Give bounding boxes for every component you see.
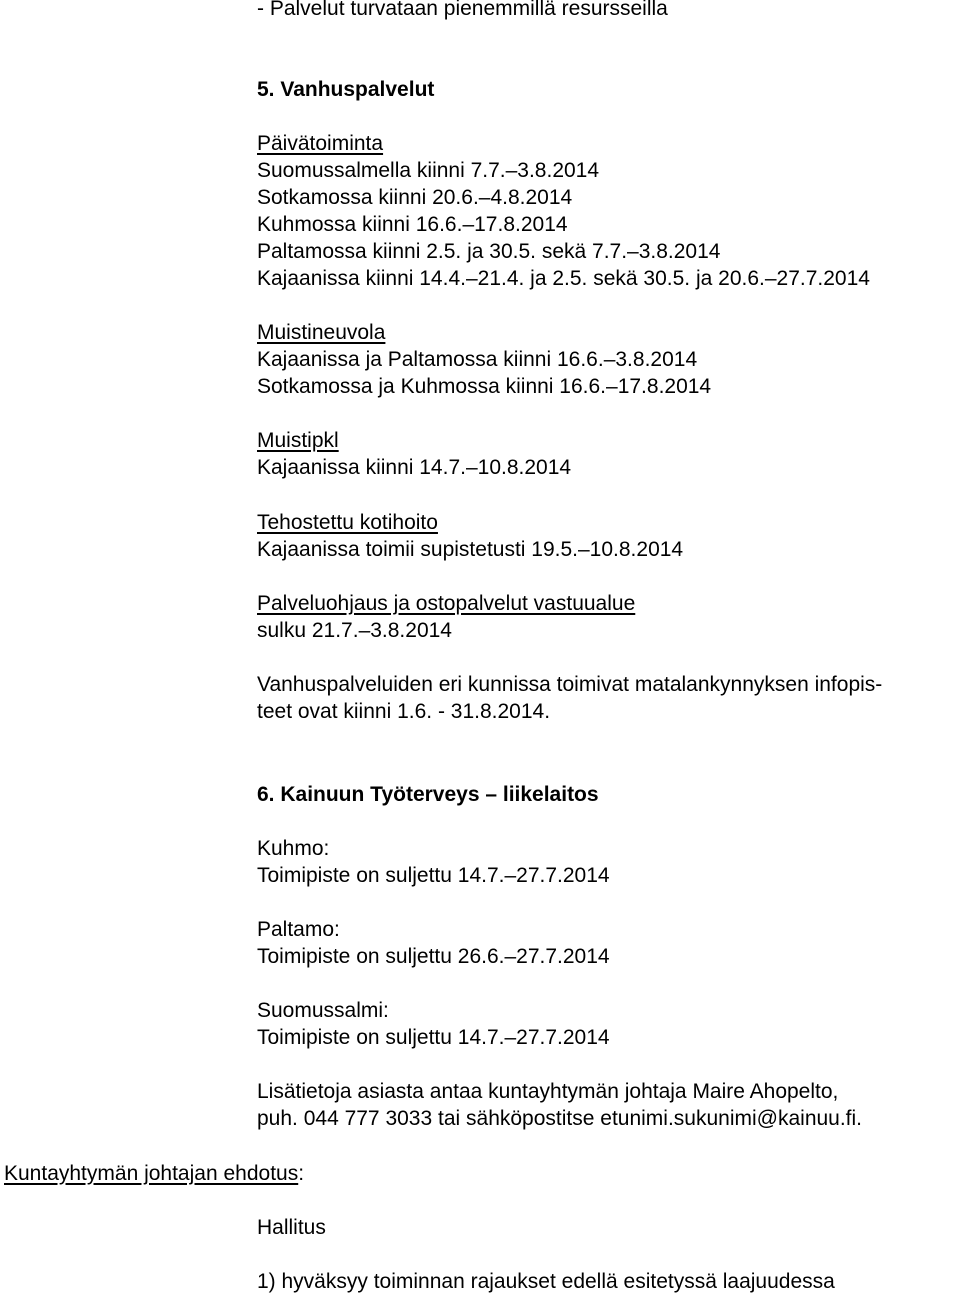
muistineuvola-line: Kajaanissa ja Paltamossa kiinni 16.6.–3.8.2014	[257, 348, 698, 371]
muistipkl-title: Muistipkl	[257, 429, 339, 452]
proposal-label: Kuntayhtymän johtajan ehdotus	[4, 1162, 299, 1185]
unit-place: Paltamo:	[257, 918, 340, 941]
paivatoiminta-title: Päivätoiminta	[257, 132, 384, 155]
palveluohjaus-line: sulku 21.7.–3.8.2014	[257, 619, 452, 642]
tehostettu-title: Tehostettu kotihoito	[257, 511, 438, 534]
paivatoiminta-line: Sotkamossa kiinni 20.6.–4.8.2014	[257, 186, 573, 209]
tehostettu-line: Kajaanissa toimii supistetusti 19.5.–10.8.2014	[257, 538, 684, 561]
unit-place: Suomussalmi:	[257, 999, 389, 1022]
proposal-item: 1) hyväksyy toiminnan rajaukset edellä esitetyssä laajuudessa	[257, 1270, 835, 1293]
unit-place: Kuhmo:	[257, 837, 330, 860]
infopisteet-line: teet ovat kiinni 1.6. - 31.8.2014.	[257, 700, 551, 723]
proposal-label-row	[4, 1162, 304, 1186]
contact-line: Lisätietoja asiasta antaa kuntayhtymän johtaja Maire Ahopelto,	[257, 1080, 839, 1103]
unit-text: Toimipiste on suljettu 26.6.–27.7.2014	[257, 945, 610, 968]
unit-text: Toimipiste on suljettu 14.7.–27.7.2014	[257, 864, 610, 887]
infopisteet-line: Vanhuspalveluiden eri kunnissa toimivat matalankynnyksen infopis-	[257, 673, 883, 696]
paivatoiminta-line: Kajaanissa kiinni 14.4.–21.4. ja 2.5. sekä 30.5. ja 20.6.–27.7.2014	[257, 267, 870, 290]
unit-text: Toimipiste on suljettu 14.7.–27.7.2014	[257, 1026, 610, 1049]
paivatoiminta-line: Paltamossa kiinni 2.5. ja 30.5. sekä 7.7.–3.8.2014	[257, 240, 721, 263]
section5-heading: 5. Vanhuspalvelut	[257, 78, 435, 101]
section6-heading: 6. Kainuun Työterveys – liikelaitos	[257, 783, 599, 806]
paivatoiminta-line: Suomussalmella kiinni 7.7.–3.8.2014	[257, 159, 600, 182]
muistineuvola-line: Sotkamossa ja Kuhmossa kiinni 16.6.–17.8.2014	[257, 375, 712, 398]
muistineuvola-title: Muistineuvola	[257, 321, 386, 344]
palveluohjaus-title: Palveluohjaus ja ostopalvelut vastuualue	[257, 592, 636, 615]
proposal-label-colon: :	[298, 1162, 305, 1185]
contact-line: puh. 044 777 3033 tai sähköpostitse etunimi.sukunimi@kainuu.fi.	[257, 1107, 863, 1130]
proposal-body: Hallitus	[257, 1216, 326, 1239]
muistipkl-line: Kajaanissa kiinni 14.7.–10.8.2014	[257, 456, 572, 479]
paivatoiminta-line: Kuhmossa kiinni 16.6.–17.8.2014	[257, 213, 568, 236]
intro-bullet: - Palvelut turvataan pienemmillä resursseilla	[257, 0, 668, 20]
